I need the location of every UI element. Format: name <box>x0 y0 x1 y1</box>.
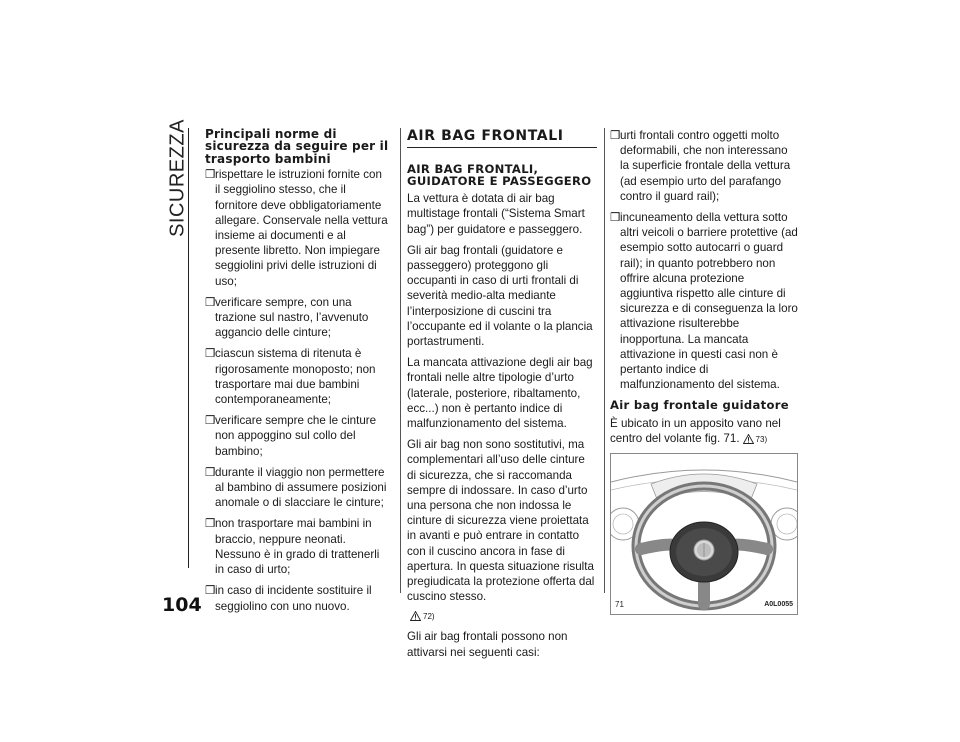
list-item-text: urti frontali contro oggetti molto deformabili, che non interessano la superficie frontale della vettura (ad esempio urto del parafango contro il guard rail); <box>620 129 791 203</box>
section-divider-line <box>188 128 189 568</box>
paragraph <box>610 416 798 447</box>
checkbox-bullet-icon: ❒ <box>205 465 216 479</box>
list-item <box>205 583 390 613</box>
list-item <box>205 346 390 407</box>
warning-reference <box>407 610 597 623</box>
checkbox-bullet-icon: ❒ <box>205 517 216 531</box>
list-item-text: incuneamento della vettura sotto altri veicoli o barriere protettive (ad esempio sotto autocarri o guard rail); in quanto potrebbero non offrire alcuna protezione aggiuntiva rispetto alle cinture di sicurezza e di conseguenza la loro attivazione risulterebbe inopportuna. La mancata attivazione in questi casi non è pertanto indice di malfunzionamento del sistema. <box>620 211 798 392</box>
checkbox-bullet-icon: ❒ <box>610 129 621 142</box>
list-item <box>205 516 390 577</box>
section-title-text: SICUREZZA <box>166 119 189 237</box>
list-item-text: verificare sempre che le cinture non appoggino sul collo del bambino; <box>215 414 377 458</box>
checkbox-bullet-icon: ❒ <box>205 347 216 361</box>
driver-airbag-heading: Air bag frontale guidatore <box>610 398 789 413</box>
child-safety-heading: Principali norme di sicurezza da seguire per il trasporto bambini <box>205 127 389 166</box>
column-driver-airbag <box>610 128 798 615</box>
steering-wheel-illustration <box>611 454 797 614</box>
column-front-airbags <box>407 128 597 666</box>
list-item-text: in caso di incidente sostituire il seggiolino con uno nuovo. <box>215 584 372 613</box>
checkbox-bullet-icon: ❒ <box>205 295 216 309</box>
warning-triangle-icon <box>743 434 754 444</box>
page-number: 104 <box>162 594 202 616</box>
list-item-text: durante il viaggio non permettere al bambino di assumere posizioni anomale o di slacciare le cinture; <box>215 465 387 510</box>
list-item <box>205 295 390 341</box>
list-item <box>610 210 798 392</box>
list-item <box>205 167 390 289</box>
checkbox-bullet-icon: ❒ <box>205 168 216 182</box>
column-divider-2 <box>604 128 605 593</box>
list-item <box>205 413 390 459</box>
paragraph: Gli air bag frontali (guidatore e passeggero) proteggono gli occupanti in caso di urti frontali di severità medio-alta mediante l’interposizione di cuscini tra l’occupante ed il volante o la plancia portastrumenti. <box>407 243 593 349</box>
driver-airbag-text: È ubicato in un apposito vano nel centro del volante fig. 71. <box>610 417 781 446</box>
warning-triangle-icon <box>410 611 421 621</box>
front-airbags-title: AIR BAG FRONTALI <box>407 128 597 148</box>
list-item <box>610 128 798 204</box>
paragraph: La mancata attivazione degli air bag frontali nelle altre tipologie d’urto (laterale, posteriore, ribaltamento, ecc...) non è pertanto indice di malfunzionamento del sistema. <box>407 356 593 431</box>
figure-number: 71 <box>615 600 624 610</box>
list-item-text: verificare sempre, con una trazione sul nastro, l’avvenuto aggancio delle cinture; <box>215 295 369 340</box>
list-item-text: ciascun sistema di ritenuta è rigorosamente monoposto; non trasportare mai due bambini contemporaneamente; <box>215 347 376 407</box>
list-item-text: rispettare le istruzioni fornite con il seggiolino stesso, che il fornitore deve obbligatoriamente allegare. Conservale nella vettura insieme ai documenti e al presente libretto. Non impiegare seggiolini privi delle istruzioni di uso; <box>215 168 388 288</box>
checkbox-bullet-icon: ❒ <box>205 414 216 428</box>
steering-wheel-figure <box>610 453 798 615</box>
paragraph: La vettura è dotata di air bag multistage frontali (“Sistema Smart bag”) per guidatore e passeggero. <box>407 192 585 236</box>
paragraph: Gli air bag frontali possono non attivarsi nei seguenti casi: <box>407 630 568 659</box>
figure-code: A0L0055 <box>764 601 793 609</box>
driver-passenger-airbag-heading: AIR BAG FRONTALI, GUIDATORE E PASSEGGERO <box>407 162 592 188</box>
child-safety-list <box>205 167 390 613</box>
list-item <box>205 465 390 511</box>
list-item-text: non trasportare mai bambini in braccio, neppure neonati. Nessuno è in grado di trattenerli in caso di urto; <box>215 517 380 577</box>
warning-ref-text: 72) <box>423 612 435 622</box>
checkbox-bullet-icon: ❒ <box>610 211 621 225</box>
checkbox-bullet-icon: ❒ <box>205 584 216 598</box>
column-child-safety <box>205 128 390 620</box>
paragraph: Gli air bag non sono sostitutivi, ma complementari all’uso delle cinture di sicurezza, che si raccomanda sempre di indossare. In caso d’urto una persona che non indossa le cinture di sicurezza viene proiettata in avanti e può entrare in contatto con il cuscino ancora in fase di apertura. In questa situazione risulta pregiudicata la protezione offerta dal cuscino stesso. <box>407 438 595 604</box>
column-divider-1 <box>400 128 401 593</box>
warning-ref-text: 73) <box>755 435 768 445</box>
non-activation-list <box>610 128 798 392</box>
